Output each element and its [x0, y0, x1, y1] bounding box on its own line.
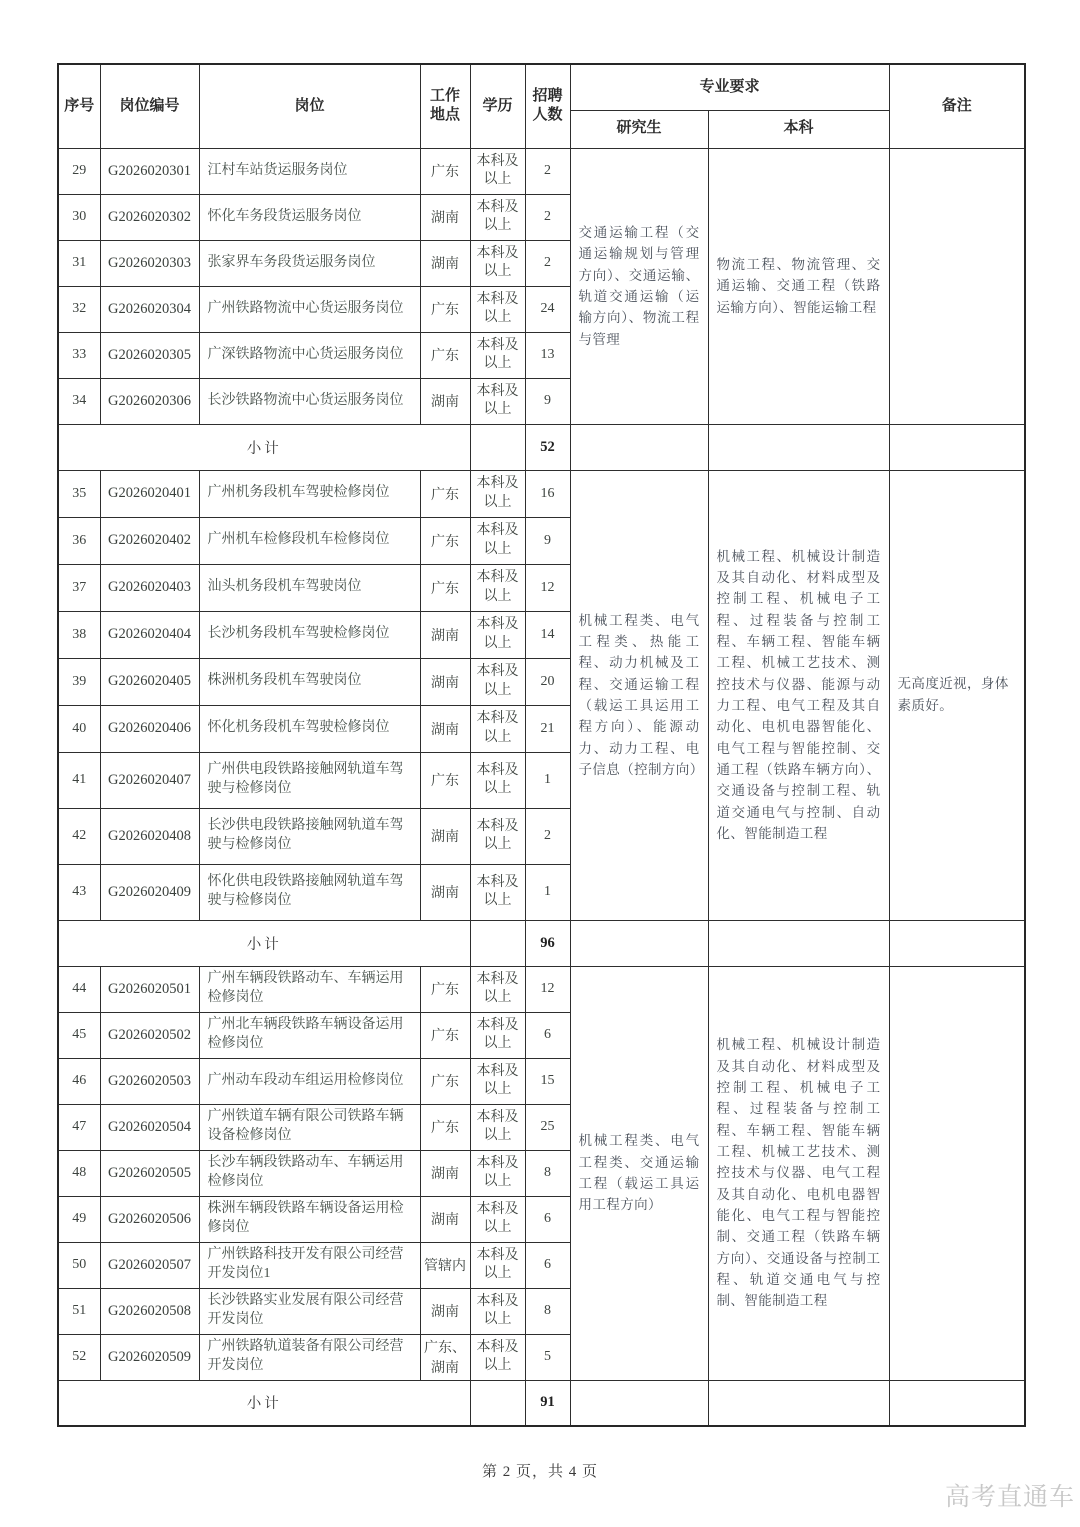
job-title: 长沙机务段机车驾驶检修岗位 — [199, 611, 420, 658]
grad-majors-cell: 机械工程类、电气工程类、交通运输工程（载运工具运用工程方向） — [570, 966, 708, 1380]
education-cell: 本科及以上 — [470, 864, 525, 920]
count-cell: 15 — [525, 1058, 570, 1104]
education-cell: 本科及以上 — [470, 332, 525, 378]
count-cell: 1 — [525, 864, 570, 920]
job-title: 广州铁路科技开发有限公司经营开发岗位1 — [199, 1242, 420, 1288]
subtotal-row — [58, 920, 1025, 966]
job-title: 张家界车务段货运服务岗位 — [199, 240, 420, 286]
job-code: G2026020509 — [100, 1334, 199, 1380]
table-row — [58, 148, 1025, 194]
empty-cell — [708, 920, 889, 966]
count-cell: 1 — [525, 752, 570, 808]
education-cell: 本科及以上 — [470, 1334, 525, 1380]
job-code: G2026020505 — [100, 1150, 199, 1196]
location-cell: 湖南 — [420, 705, 470, 752]
empty-cell — [470, 424, 525, 470]
count-cell: 2 — [525, 194, 570, 240]
job-code: G2026020409 — [100, 864, 199, 920]
location-cell: 湖南 — [420, 1288, 470, 1334]
count-cell: 9 — [525, 378, 570, 424]
education-cell: 本科及以上 — [470, 1288, 525, 1334]
grad-majors-cell: 交通运输工程（交通运输规划与管理方向）、交通运输、轨道交通运输（运输方向）、物流工程与管理 — [570, 148, 708, 424]
header-graduate: 研究生 — [570, 110, 708, 148]
job-title: 广州铁路轨道装备有限公司经营开发岗位 — [199, 1334, 420, 1380]
location-cell: 湖南 — [420, 1150, 470, 1196]
education-cell: 本科及以上 — [470, 1104, 525, 1150]
job-title: 江村车站货运服务岗位 — [199, 148, 420, 194]
seq-cell: 43 — [58, 864, 100, 920]
job-code: G2026020501 — [100, 966, 199, 1012]
header-row-1 — [58, 64, 1025, 110]
education-cell: 本科及以上 — [470, 240, 525, 286]
job-code: G2026020405 — [100, 658, 199, 705]
remark-cell: 无高度近视，身体素质好。 — [889, 470, 1025, 920]
education-cell: 本科及以上 — [470, 378, 525, 424]
count-cell: 21 — [525, 705, 570, 752]
location-cell: 广东 — [420, 517, 470, 564]
subtotal-count: 91 — [525, 1380, 570, 1426]
location-cell: 广东 — [420, 564, 470, 611]
header-title: 岗位 — [199, 64, 420, 148]
job-code: G2026020305 — [100, 332, 199, 378]
count-cell: 6 — [525, 1242, 570, 1288]
seq-cell: 49 — [58, 1196, 100, 1242]
count-cell: 6 — [525, 1196, 570, 1242]
education-cell: 本科及以上 — [470, 1196, 525, 1242]
count-cell: 13 — [525, 332, 570, 378]
grad-majors-cell: 机械工程类、电气工程类、热能工程、动力机械及工程、交通运输工程（载运工具运用工程方向）、能源动力、动力工程、电子信息（控制方向） — [570, 470, 708, 920]
job-title: 广州铁道车辆有限公司铁路车辆设备检修岗位 — [199, 1104, 420, 1150]
header-remark: 备注 — [889, 64, 1025, 148]
seq-cell: 42 — [58, 808, 100, 864]
subtotal-label: 小计 — [58, 1380, 470, 1426]
job-title: 广州北车辆段铁路车辆设备运用检修岗位 — [199, 1012, 420, 1058]
education-cell: 本科及以上 — [470, 705, 525, 752]
job-code: G2026020301 — [100, 148, 199, 194]
empty-cell — [570, 1380, 708, 1426]
education-cell: 本科及以上 — [470, 194, 525, 240]
seq-cell: 51 — [58, 1288, 100, 1334]
job-code: G2026020306 — [100, 378, 199, 424]
location-cell: 广东 — [420, 286, 470, 332]
seq-cell: 32 — [58, 286, 100, 332]
job-code: G2026020503 — [100, 1058, 199, 1104]
undergrad-majors-cell: 机械工程、机械设计制造及其自动化、材料成型及控制工程、机械电子工程、过程装备与控制工程、车辆工程、智能车辆工程、机械工艺技术、测控技术与仪器、能源与动力工程、电气工程及其自动化、电机电器智能化、电气工程与智能控制、交通工程（铁路车辆方向）、交通设备与控制工程、轨道交通电气与控制、自动化、智能制造工程 — [708, 470, 889, 920]
seq-cell: 41 — [58, 752, 100, 808]
table-row — [58, 470, 1025, 517]
count-cell: 20 — [525, 658, 570, 705]
seq-cell: 30 — [58, 194, 100, 240]
seq-cell: 50 — [58, 1242, 100, 1288]
education-cell: 本科及以上 — [470, 1242, 525, 1288]
watermark: 高考直通车 — [944, 1483, 1075, 1511]
job-code: G2026020407 — [100, 752, 199, 808]
seq-cell: 45 — [58, 1012, 100, 1058]
empty-cell — [570, 920, 708, 966]
seq-cell: 40 — [58, 705, 100, 752]
education-cell: 本科及以上 — [470, 470, 525, 517]
job-title: 怀化供电段铁路接触网轨道车驾驶与检修岗位 — [199, 864, 420, 920]
seq-cell: 35 — [58, 470, 100, 517]
job-title: 广州铁路物流中心货运服务岗位 — [199, 286, 420, 332]
header-code: 岗位编号 — [100, 64, 199, 148]
job-title: 株洲车辆段铁路车辆设备运用检修岗位 — [199, 1196, 420, 1242]
location-cell: 广东 — [420, 1058, 470, 1104]
location-cell: 广东 — [420, 966, 470, 1012]
count-cell: 6 — [525, 1012, 570, 1058]
job-code: G2026020302 — [100, 194, 199, 240]
remark-cell — [889, 966, 1025, 1380]
job-title: 长沙车辆段铁路动车、车辆运用检修岗位 — [199, 1150, 420, 1196]
subtotal-row — [58, 424, 1025, 470]
seq-cell: 38 — [58, 611, 100, 658]
location-cell: 广东 — [420, 752, 470, 808]
seq-cell: 29 — [58, 148, 100, 194]
seq-cell: 46 — [58, 1058, 100, 1104]
education-cell: 本科及以上 — [470, 611, 525, 658]
education-cell: 本科及以上 — [470, 1012, 525, 1058]
job-title: 广深铁路物流中心货运服务岗位 — [199, 332, 420, 378]
job-code: G2026020403 — [100, 564, 199, 611]
location-cell: 湖南 — [420, 240, 470, 286]
location-cell: 湖南 — [420, 658, 470, 705]
seq-cell: 39 — [58, 658, 100, 705]
header-education: 学历 — [470, 64, 525, 148]
count-cell: 16 — [525, 470, 570, 517]
count-cell: 2 — [525, 148, 570, 194]
empty-cell — [889, 920, 1025, 966]
education-cell: 本科及以上 — [470, 517, 525, 564]
subtotal-label: 小计 — [58, 920, 470, 966]
header-seq: 序号 — [58, 64, 100, 148]
seq-cell: 52 — [58, 1334, 100, 1380]
location-cell: 湖南 — [420, 611, 470, 658]
seq-cell: 34 — [58, 378, 100, 424]
count-cell: 5 — [525, 1334, 570, 1380]
education-cell: 本科及以上 — [470, 564, 525, 611]
job-title: 长沙供电段铁路接触网轨道车驾驶与检修岗位 — [199, 808, 420, 864]
job-title: 广州动车段动车组运用检修岗位 — [199, 1058, 420, 1104]
job-code: G2026020504 — [100, 1104, 199, 1150]
job-title: 怀化机务段机车驾驶检修岗位 — [199, 705, 420, 752]
education-cell: 本科及以上 — [470, 966, 525, 1012]
location-cell: 广东 — [420, 148, 470, 194]
location-cell: 广东、湖南 — [420, 1334, 470, 1380]
empty-cell — [889, 1380, 1025, 1426]
location-cell: 湖南 — [420, 378, 470, 424]
header-undergraduate: 本科 — [708, 110, 889, 148]
subtotal-count: 52 — [525, 424, 570, 470]
count-cell: 2 — [525, 240, 570, 286]
job-title: 长沙铁路物流中心货运服务岗位 — [199, 378, 420, 424]
job-title: 汕头机务段机车驾驶岗位 — [199, 564, 420, 611]
seq-cell: 31 — [58, 240, 100, 286]
location-cell: 管辖内 — [420, 1242, 470, 1288]
header-major-req: 专业要求 — [570, 64, 889, 110]
count-cell: 8 — [525, 1150, 570, 1196]
header-location: 工作地点 — [420, 64, 470, 148]
job-code: G2026020402 — [100, 517, 199, 564]
education-cell: 本科及以上 — [470, 1150, 525, 1196]
count-cell: 2 — [525, 808, 570, 864]
count-cell: 24 — [525, 286, 570, 332]
job-code: G2026020408 — [100, 808, 199, 864]
seq-cell: 44 — [58, 966, 100, 1012]
header-count: 招聘人数 — [525, 64, 570, 148]
job-title: 怀化车务段货运服务岗位 — [199, 194, 420, 240]
empty-cell — [570, 424, 708, 470]
location-cell: 湖南 — [420, 864, 470, 920]
education-cell: 本科及以上 — [470, 286, 525, 332]
location-cell: 湖南 — [420, 808, 470, 864]
remark-cell — [889, 148, 1025, 424]
seq-cell: 36 — [58, 517, 100, 564]
job-code: G2026020508 — [100, 1288, 199, 1334]
empty-cell — [470, 920, 525, 966]
location-cell: 广东 — [420, 1012, 470, 1058]
location-cell: 广东 — [420, 470, 470, 517]
subtotal-count: 96 — [525, 920, 570, 966]
count-cell: 25 — [525, 1104, 570, 1150]
job-code: G2026020507 — [100, 1242, 199, 1288]
count-cell: 12 — [525, 966, 570, 1012]
job-title: 株洲机务段机车驾驶岗位 — [199, 658, 420, 705]
job-code: G2026020502 — [100, 1012, 199, 1058]
location-cell: 广东 — [420, 1104, 470, 1150]
seq-cell: 48 — [58, 1150, 100, 1196]
education-cell: 本科及以上 — [470, 1058, 525, 1104]
table-row — [58, 966, 1025, 1012]
job-code: G2026020404 — [100, 611, 199, 658]
job-title: 广州车辆段铁路动车、车辆运用检修岗位 — [199, 966, 420, 1012]
job-code: G2026020406 — [100, 705, 199, 752]
empty-cell — [470, 1380, 525, 1426]
subtotal-label: 小计 — [58, 424, 470, 470]
seq-cell: 37 — [58, 564, 100, 611]
education-cell: 本科及以上 — [470, 658, 525, 705]
job-title: 广州供电段铁路接触网轨道车驾驶与检修岗位 — [199, 752, 420, 808]
job-code: G2026020401 — [100, 470, 199, 517]
empty-cell — [889, 424, 1025, 470]
seq-cell: 33 — [58, 332, 100, 378]
undergrad-majors-cell: 机械工程、机械设计制造及其自动化、材料成型及控制工程、机械电子工程、过程装备与控制工程、车辆工程、智能车辆工程、机械工艺技术、测控技术与仪器、电气工程及其自动化、电机电器智能化、电气工程与智能控制、交通工程（铁路车辆方向）、交通设备与控制工程、轨道交通电气与控制、智能制造工程 — [708, 966, 889, 1380]
location-cell: 湖南 — [420, 1196, 470, 1242]
count-cell: 9 — [525, 517, 570, 564]
job-code: G2026020506 — [100, 1196, 199, 1242]
undergrad-majors-cell: 物流工程、物流管理、交通运输、交通工程（铁路运输方向）、智能运输工程 — [708, 148, 889, 424]
education-cell: 本科及以上 — [470, 808, 525, 864]
education-cell: 本科及以上 — [470, 148, 525, 194]
count-cell: 8 — [525, 1288, 570, 1334]
empty-cell — [708, 1380, 889, 1426]
job-title: 长沙铁路实业发展有限公司经营开发岗位 — [199, 1288, 420, 1334]
subtotal-row — [58, 1380, 1025, 1426]
page-number: 第 2 页，共 4 页 — [481, 1464, 598, 1480]
job-title: 广州机车检修段机车检修岗位 — [199, 517, 420, 564]
seq-cell: 47 — [58, 1104, 100, 1150]
location-cell: 广东 — [420, 332, 470, 378]
education-cell: 本科及以上 — [470, 752, 525, 808]
location-cell: 湖南 — [420, 194, 470, 240]
job-code: G2026020303 — [100, 240, 199, 286]
count-cell: 12 — [525, 564, 570, 611]
recruitment-table — [57, 63, 1026, 1427]
job-code: G2026020304 — [100, 286, 199, 332]
job-title: 广州机务段机车驾驶检修岗位 — [199, 470, 420, 517]
count-cell: 14 — [525, 611, 570, 658]
empty-cell — [708, 424, 889, 470]
